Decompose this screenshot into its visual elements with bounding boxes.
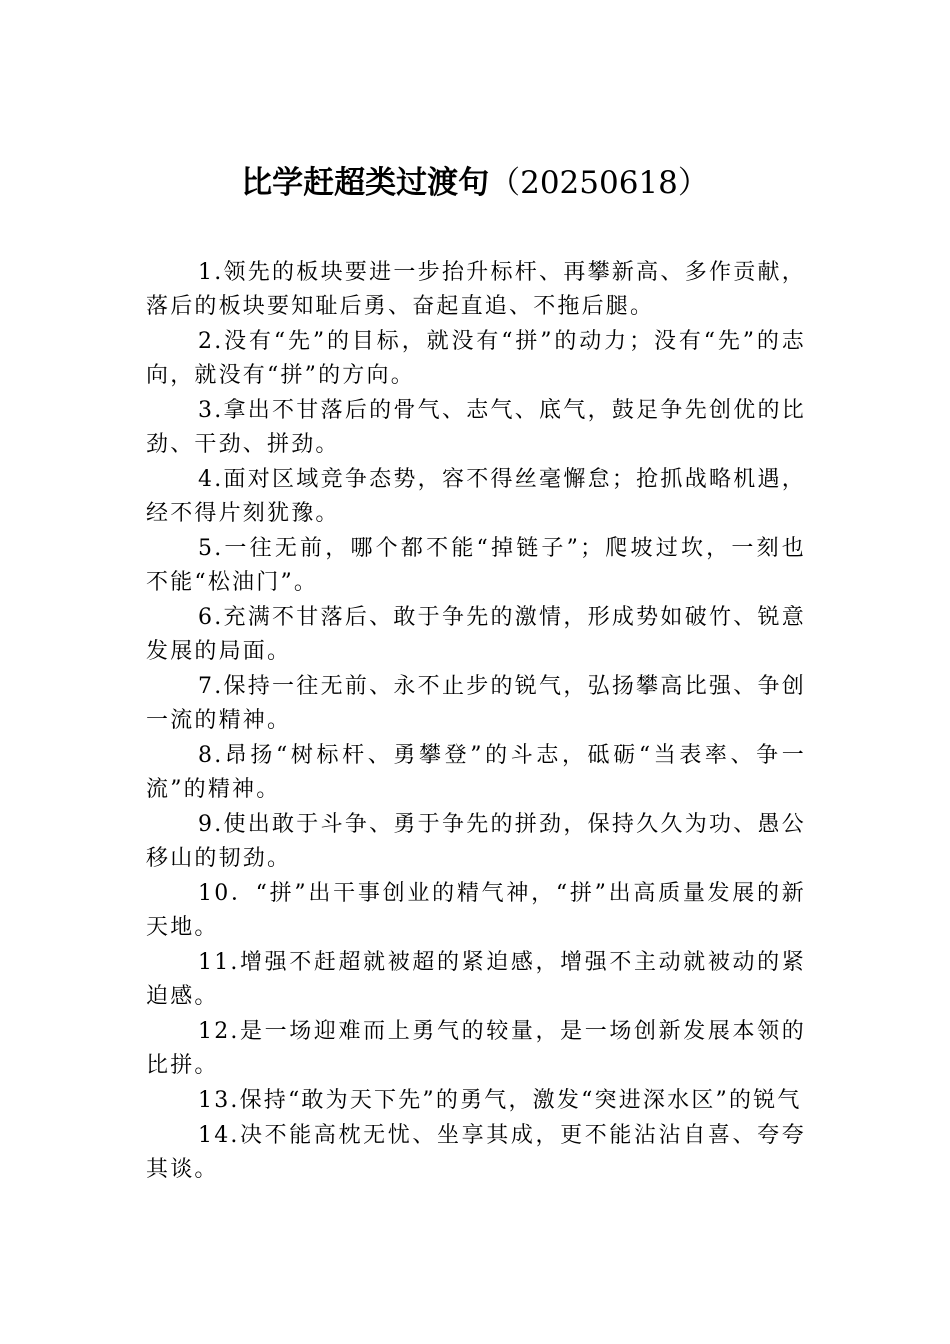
- paragraph-8: 8.昂扬“树标杆、勇攀登”的斗志，砥砺“当表率、争一流”的精神。: [146, 743, 806, 802]
- paragraph-10: 10．“拼”出干事创业的精气神，“拼”出高质量发展的新天地。: [146, 881, 806, 940]
- title-date: （20250618）: [489, 165, 709, 201]
- paragraph-4: 4.面对区域竞争态势，容不得丝毫懈怠；抢抓战略机遇，经不得片刻犹豫。: [146, 467, 806, 526]
- paragraph-12: 12.是一场迎难而上勇气的较量，是一场创新发展本领的比拼。: [146, 1019, 806, 1078]
- paragraph-1: 1.领先的板块要进一步抬升标杆、再攀新高、多作贡献，落后的板块要知耻后勇、奋起直追、不拖后腿。: [146, 260, 806, 319]
- title-text: 比学赶超类过渡句: [241, 165, 490, 201]
- document-body: [146, 256, 806, 1188]
- paragraph-9: 9.使出敢于斗争、勇于争先的拼劲，保持久久为功、愚公移山的韧劲。: [146, 812, 806, 871]
- paragraph-6: 6.充满不甘落后、敢于争先的激情，形成势如破竹、锐意发展的局面。: [146, 605, 806, 664]
- paragraph-2: 2.没有“先”的目标，就没有“拼”的动力；没有“先”的志向，就没有“拼”的方向。: [146, 329, 806, 388]
- paragraph-14: 14.决不能高枕无忧、坐享其成，更不能沾沾自喜、夸夸其谈。: [146, 1123, 806, 1182]
- paragraph-13: 13.保持“敢为天下先”的勇气，激发“突进深水区”的锐气: [198, 1088, 802, 1113]
- paragraph-5: 5.一往无前，哪个都不能“掉链子”；爬坡过坎，一刻也不能“松油门”。: [146, 536, 806, 595]
- paragraph-3: 3.拿出不甘落后的骨气、志气、底气，鼓足争先创优的比劲、干劲、拼劲。: [146, 398, 806, 457]
- document-title: [0, 163, 950, 203]
- paragraph-7: 7.保持一往无前、永不止步的锐气，弘扬攀高比强、争创一流的精神。: [146, 674, 806, 733]
- paragraph-11: 11.增强不赶超就被超的紧迫感，增强不主动就被动的紧迫感。: [146, 950, 806, 1009]
